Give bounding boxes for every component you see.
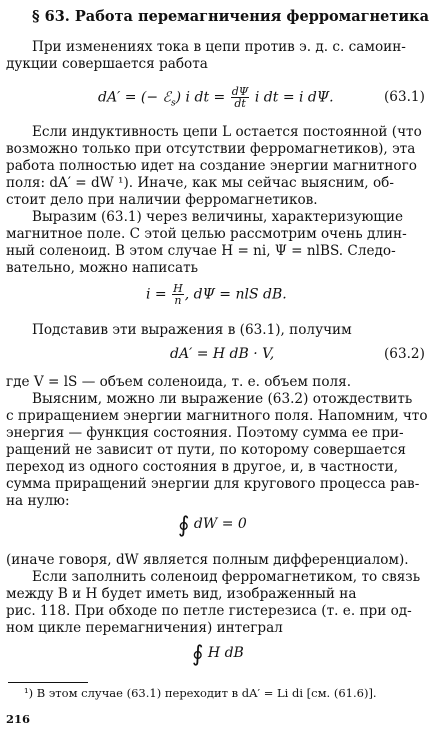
equation-63-2: dA′ = H dB · V, [170, 346, 275, 362]
contour-integral-symbol: ∮ [192, 642, 204, 667]
paragraph-line: на нулю: [6, 493, 70, 509]
equation-part: i = [146, 286, 172, 303]
paragraph-line: магнитное поле. С этой целью рассмотрим очень длин- [6, 226, 407, 242]
fraction-denominator: n [174, 294, 182, 307]
equation-number: (63.1) [384, 89, 425, 105]
paragraph-line: ращений не зависит от пути, по которому совершается [6, 442, 406, 458]
equation-part: H dB [203, 645, 244, 661]
equation-closed-integral-energy [178, 513, 247, 538]
equation-63-1 [98, 86, 334, 112]
paragraph-line: вательно, можно написать [6, 260, 198, 276]
paragraph-line: с приращением энергии магнитного поля. Напомним, что [6, 408, 428, 424]
paragraph-line: возможно только при отсутствии ферромагнетиков), эта [6, 141, 416, 157]
page-number: 216 [6, 712, 31, 726]
equation-part: ) i dt = [175, 89, 230, 106]
paragraph-line: где V = lS — объем соленоида, т. е. объем поля. [6, 374, 352, 390]
paragraph-line: Выясним, можно ли выражение (63.2) отождествить [32, 391, 413, 407]
paragraph-line: ном цикле перемагничения) интеграл [6, 620, 283, 636]
paragraph-line: дукции совершается работа [6, 56, 208, 72]
equation-part: , dΨ = nlS dB. [184, 286, 287, 303]
paragraph-line: Подставив эти выражения в (63.1), получим [32, 322, 352, 338]
fraction-numerator: H [173, 282, 183, 295]
equation-part: i dt = i dΨ. [250, 89, 334, 106]
paragraph-line: Если заполнить соленоид ферромагнетиком, то связь [32, 569, 421, 585]
paragraph-line: При изменениях тока в цепи против э. д. с. самоин- [32, 39, 406, 55]
equation-substitution [146, 283, 287, 306]
equation-closed-integral-hdb [192, 642, 244, 667]
equation-number: (63.2) [384, 346, 425, 362]
paragraph-line: Если индуктивность цепи L остается постоянной (что [32, 124, 422, 140]
footnote: ¹) В этом случае (63.1) переходит в dA′ = Li di [см. (61.6)]. [24, 686, 377, 700]
equation-subscript: s [171, 98, 176, 109]
fraction-numerator: dΨ [231, 85, 249, 98]
paragraph-line: поля: dA′ = dW ¹). Иначе, как мы сейчас выясним, об- [6, 175, 394, 191]
paragraph-line: рис. 118. При обходе по петле гистерезиса (т. е. при од- [6, 603, 412, 619]
paragraph-line: стоит дело при наличии ферромагнетиков. [6, 192, 318, 208]
paragraph-line: переход из одного состояния в другое, и, в частности, [6, 459, 399, 475]
section-heading: § 63. Работа перемагничения ферромагнетика [32, 8, 429, 25]
equation-part: dA′ = (− ℰ [98, 89, 172, 106]
footnote-rule [8, 682, 88, 683]
paragraph-line: энергия — функция состояния. Поэтому сумма ее при- [6, 425, 404, 441]
paragraph-line: Выразим (63.1) через величины, характеризующие [32, 209, 404, 225]
paragraph-line: сумма приращений энергии для кругового процесса рав- [6, 476, 420, 492]
paragraph-line: ный соленоид. В этом случае H = ni, Ψ = nlBS. Следо- [6, 243, 396, 259]
paragraph-line: работа полностью идет на создание энергии магнитного [6, 158, 417, 174]
paragraph-line: между B и H будет иметь вид, изображенный на [6, 586, 357, 602]
paragraph-line: (иначе говоря, dW является полным дифференциалом). [6, 552, 409, 568]
contour-integral-symbol: ∮ [178, 513, 190, 538]
fraction-denominator: dt [234, 97, 246, 110]
equation-fraction [231, 86, 250, 109]
equation-fraction [172, 283, 184, 306]
equation-part: dW = 0 [189, 516, 247, 532]
